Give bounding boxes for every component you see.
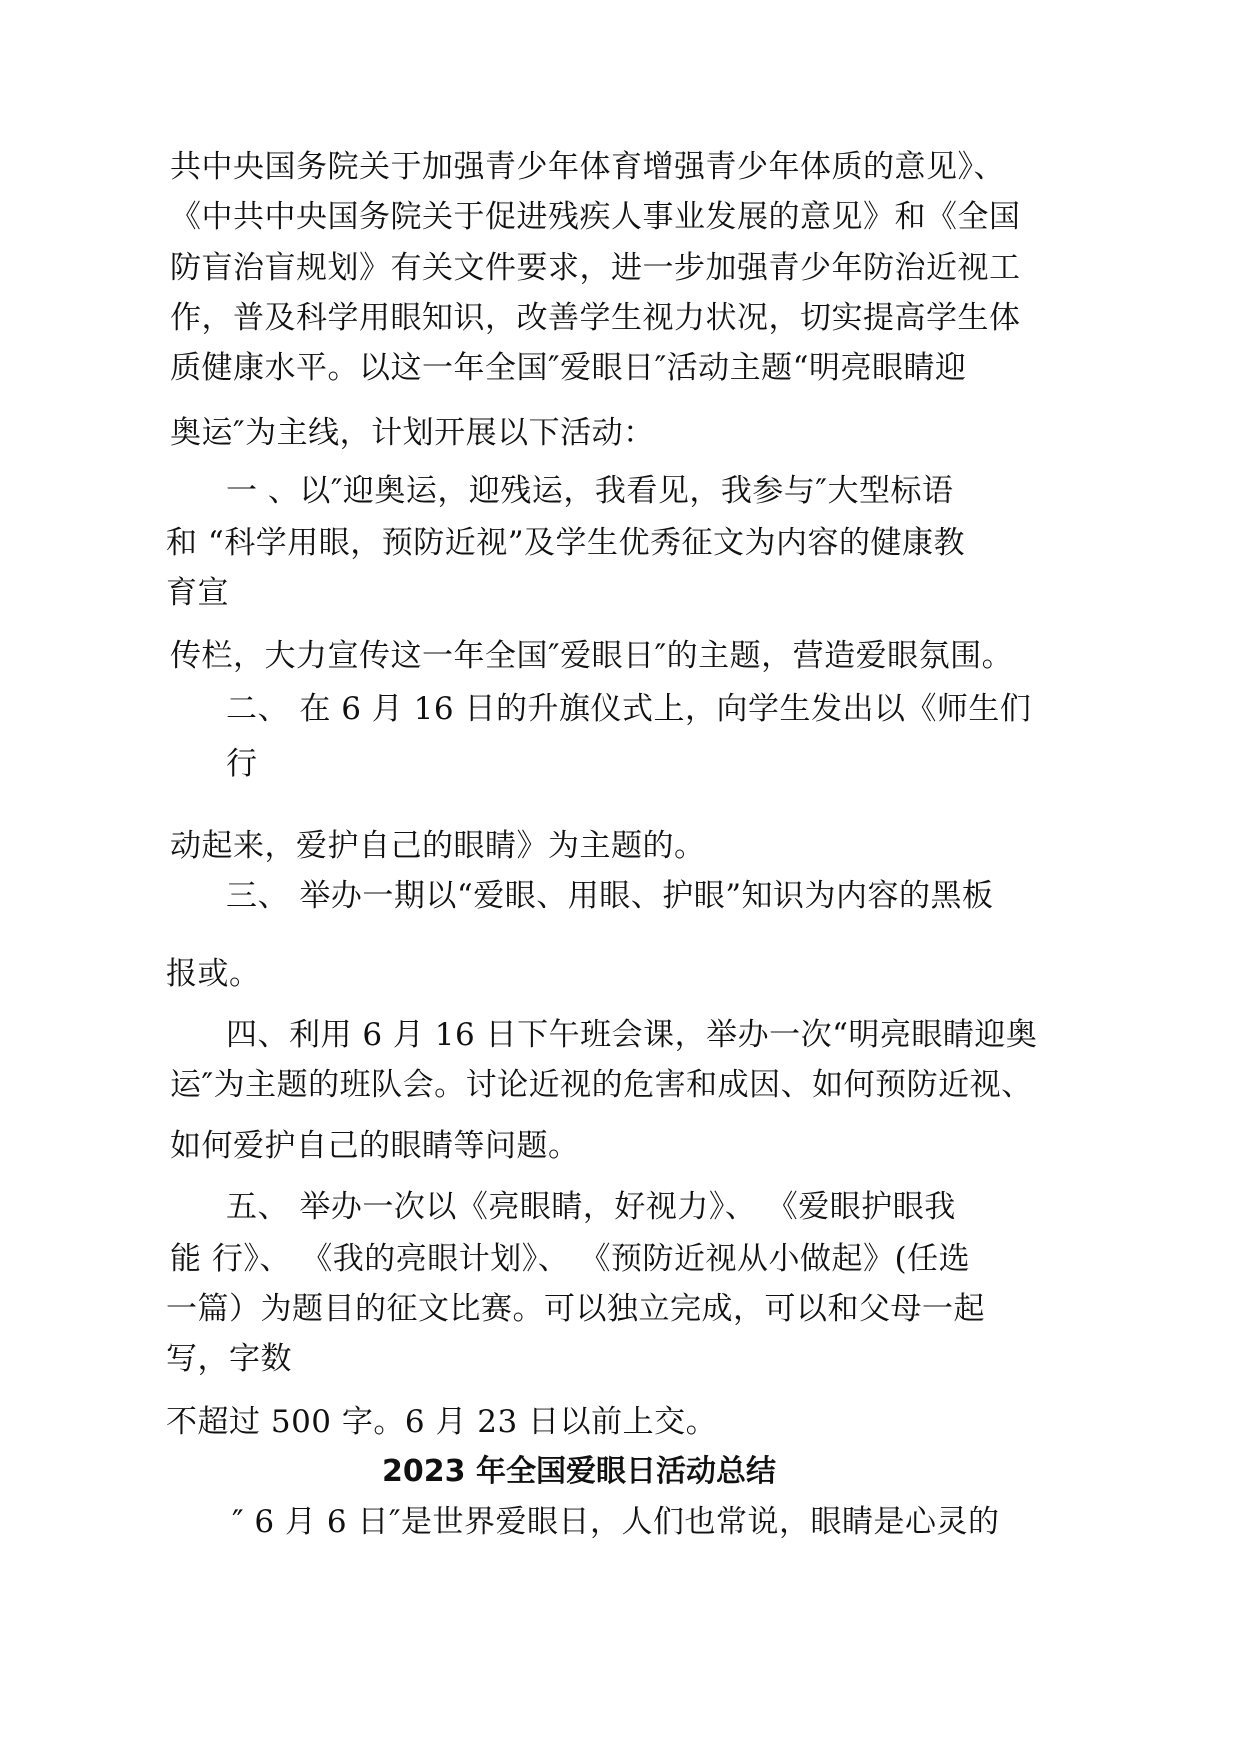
text-line: 奥运″为主线，计划开展以下活动：	[170, 415, 655, 451]
text-line: 一 、以″迎奥运，迎残运，我看见，我参与″大型标语	[226, 473, 954, 509]
text-line: 二、 在 6 月 16 日的升旗仪式上，向学生发出以《师生们	[226, 691, 1032, 727]
text-line: 动起来，爱护自己的眼睛》为主题的。	[170, 828, 706, 864]
text-line: 和 “科学用眼，预防近视”及学生优秀征文为内容的健康教	[166, 525, 966, 561]
text-line: ″ 6 月 6 日″是世界爱眼日，人们也常说，眼睛是心灵的	[232, 1504, 1000, 1540]
text-line: 三、 举办一期以“爱眼、用眼、护眼”知识为内容的黑板	[226, 878, 994, 914]
text-line: 质健康水平。以这一年全国″爱眼日″活动主题“明亮眼睛迎	[170, 350, 967, 386]
text-line: 一篇）为题目的征文比赛。可以独立完成，可以和父母一起	[166, 1291, 985, 1327]
text-line: 能 行》、 《我的亮眼计划》、 《预防近视从小做起》(任选	[170, 1241, 971, 1277]
text-line: 行	[226, 746, 258, 782]
text-line: 共中央国务院关于加强青少年体育增强青少年体质的意见》、	[170, 149, 1005, 185]
text-line: 写，字数	[166, 1341, 292, 1377]
text-line: 不超过 500 字。6 月 23 日以前上交。	[166, 1404, 718, 1440]
text-line: 防盲治盲规划》有关文件要求，进一步加强青少年防治近视工	[170, 250, 1021, 286]
text-line: 五、 举办一次以《亮眼睛，好视力》、 《爱眼护眼我	[226, 1189, 956, 1225]
text-line: 《中共中央国务院关于促进残疾人事业发展的意见》和《全国	[170, 199, 1021, 235]
text-line: 育宣	[166, 575, 229, 611]
text-line: 作，普及科学用眼知识，改善学生视力状况，切实提高学生体	[170, 300, 1021, 336]
text-line: 运″为主题的班队会。讨论近视的危害和成因、如何预防近视、	[170, 1067, 1033, 1103]
text-line: 四、利用 6 月 16 日下午班会课，举办一次“明亮眼睛迎奥	[226, 1017, 1038, 1053]
text-line: 如何爱护自己的眼睛等问题。	[170, 1128, 580, 1164]
text-line: 报或。	[166, 956, 261, 992]
section-title: 2023 年全国爱眼日活动总结	[382, 1454, 776, 1489]
text-line: 传栏，大力宣传这一年全国″爱眼日″的主题，营造爱眼氛围。	[170, 638, 1014, 674]
